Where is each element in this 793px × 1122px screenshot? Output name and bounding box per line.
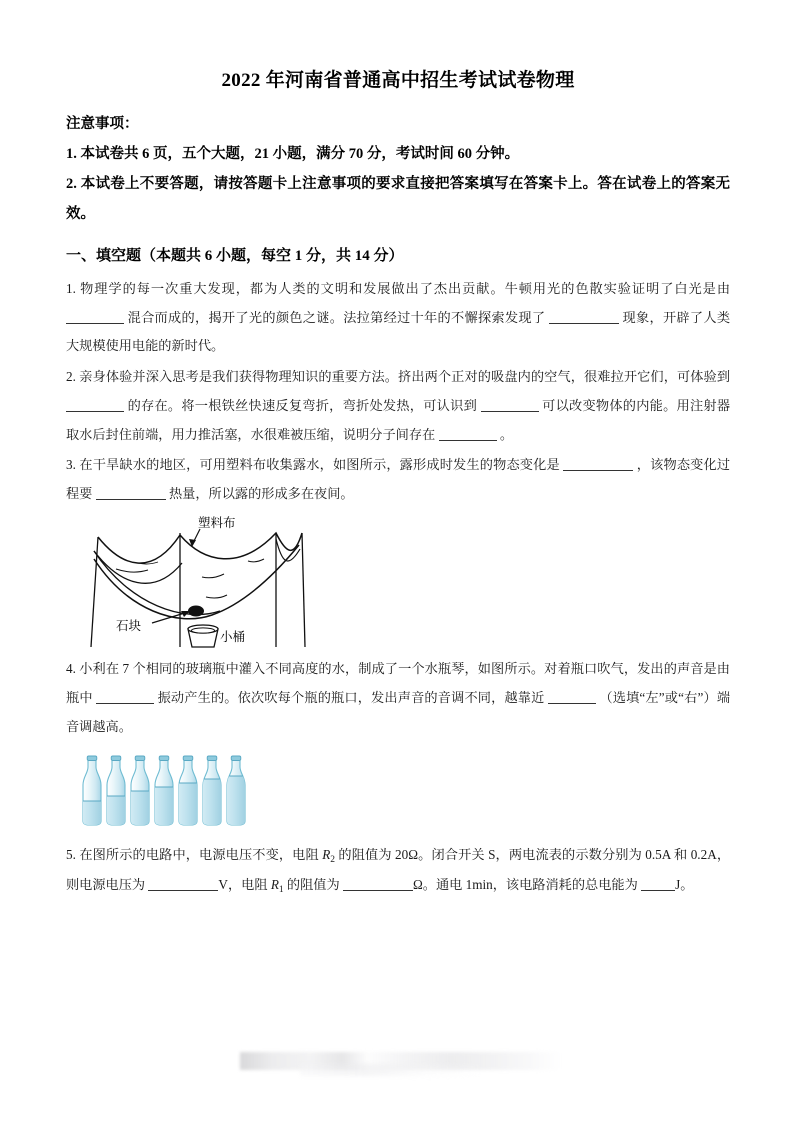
question-4-text-c: （选填“左”或“右”）端音调越高。 bbox=[66, 689, 731, 734]
question-1-text-a: 物理学的每一次重大发现，都为人类的文明和发展做出了杰出贡献。牛顿用光的色散实验证明了白光是由 bbox=[80, 280, 731, 296]
question-5-unit-j: J。 bbox=[675, 877, 694, 893]
bottle-5 bbox=[176, 756, 202, 827]
question-5-resistor-2-sub: 2 bbox=[330, 855, 336, 866]
question-3-text-a: 在干旱缺水的地区，可用塑料布收集露水，如图所示，露形成时发生的物态变化是 bbox=[79, 457, 560, 473]
bottle-6 bbox=[200, 756, 226, 827]
question-2-text-b: 的存在。将一根铁丝快速反复弯折，弯折处发热，可认识到 bbox=[127, 397, 478, 413]
question-5 bbox=[66, 841, 730, 900]
bottle-2-water bbox=[104, 796, 130, 827]
question-4-number: 4. bbox=[66, 661, 76, 677]
question-2-text-d: 。 bbox=[499, 426, 514, 442]
page-title: 2022 年河南省普通高中招生考试试卷物理 bbox=[221, 70, 575, 91]
sheet-back-drape-left bbox=[94, 551, 182, 583]
bottle-7-cap bbox=[231, 756, 241, 761]
question-5-unit-v: V，电阻 bbox=[218, 877, 271, 893]
bottle-4-water bbox=[152, 787, 178, 827]
question-1-number: 1. bbox=[66, 280, 76, 296]
question-1-blank-2[interactable] bbox=[549, 323, 619, 324]
bottle-4-cap bbox=[159, 756, 169, 761]
question-1 bbox=[66, 275, 730, 361]
sheet-wrinkle-4 bbox=[248, 559, 264, 562]
bottle-7-water bbox=[224, 776, 250, 827]
bottle-5-cap bbox=[183, 756, 193, 761]
question-5-text-b: 的阻值为 20Ω。闭合开关 S，两电流表的示数分别为 0.5A 和 0.2A，则电源电压为 bbox=[66, 847, 731, 893]
question-3-number: 3. bbox=[66, 457, 76, 473]
question-2 bbox=[66, 363, 730, 449]
bottle-3-water bbox=[128, 791, 154, 827]
bucket-rim-inner bbox=[192, 628, 215, 633]
footer-watermark-secondary bbox=[300, 1064, 480, 1076]
bottle-3-cap bbox=[135, 756, 145, 761]
question-4-text-a: 小利在 7 个相同的玻璃瓶中灌入不同高度的水，制成了一个水瓶琴，如图所示。对着瓶口吹气，发出的声音是由瓶中 bbox=[66, 661, 730, 705]
question-3-blank-1[interactable] bbox=[563, 470, 633, 471]
question-1-blank-1[interactable] bbox=[66, 323, 124, 324]
section-heading-fill-in-blanks: 一、填空题（本题共 6 小题，每空 1 分，共 14 分） bbox=[66, 248, 404, 265]
question-2-blank-3[interactable] bbox=[439, 440, 497, 441]
question-5-text-a: 在图所示的电路中，电源电压不变，电阻 bbox=[79, 847, 323, 863]
bottle-4 bbox=[152, 756, 178, 827]
bottle-6-water bbox=[200, 779, 226, 827]
bottle-2 bbox=[104, 756, 130, 827]
question-2-text-c: 可以改变物体的内能。用注射器取水后封住前端，用力推活塞，水很难被压缩，说明分子间存在 bbox=[66, 397, 731, 442]
bottle-1 bbox=[80, 756, 106, 827]
question-1-text-b: 混合而成的，揭开了光的颜色之谜。法拉第经过十年的不懈探索发现了 bbox=[127, 309, 546, 325]
bottle-group bbox=[80, 756, 250, 827]
notice-item-1: 1. 本试卷共 6 页，五个大题，21 小题，满分 70 分，考试时间 60 分钟。 bbox=[66, 146, 520, 163]
sheet-wrinkle-3 bbox=[206, 595, 227, 598]
question-5-resistor-1-sub: 1 bbox=[278, 885, 284, 896]
pole-left-outer bbox=[91, 537, 98, 647]
question-3-text-c: 热量，所以露的形成多在夜间。 bbox=[168, 486, 354, 502]
sheet-top-edge bbox=[98, 533, 302, 563]
question-2-blank-2[interactable] bbox=[481, 411, 539, 412]
label-stone: 石块 bbox=[116, 619, 142, 634]
question-5-unit-ohm: Ω。通电 1min，该电路消耗的总电能为 bbox=[412, 877, 638, 893]
figure-water-bottle-xylophone bbox=[80, 753, 250, 831]
pole-right-outer bbox=[302, 533, 305, 647]
notice-item-2: 2. 本试卷上不要答题，请按答题卡上注意事项的要求直接把答案填写在答案卡上。答在试卷上的答案无效。 bbox=[66, 175, 730, 222]
question-5-blank-1[interactable] bbox=[148, 890, 218, 891]
bottle-3 bbox=[128, 756, 154, 827]
question-4-text-b: 振动产生的。依次吹每个瓶的瓶口，发出声音的音调不同，越靠近 bbox=[157, 689, 545, 705]
sheet-wrinkle-1 bbox=[116, 569, 148, 572]
label-bucket: 小桶 bbox=[220, 630, 246, 645]
question-1-text-c: 现象，开辟了人类大规模使用电能的新时代。 bbox=[66, 309, 731, 354]
bottles-diagram bbox=[80, 753, 250, 831]
stone-shape bbox=[188, 606, 204, 617]
page-content bbox=[66, 60, 730, 903]
question-4-blank-2[interactable] bbox=[548, 703, 596, 704]
question-2-blank-1[interactable] bbox=[66, 411, 124, 412]
bottle-7 bbox=[224, 756, 250, 827]
bottle-2-cap bbox=[111, 756, 121, 761]
question-3-blank-2[interactable] bbox=[96, 499, 166, 500]
sheet-wrinkle-2 bbox=[202, 574, 224, 578]
question-2-text-a: 亲身体验并深入思考是我们获得物理知识的重要方法。挤出两个正对的吸盘内的空气，很难拉开它们，可体验到 bbox=[79, 369, 731, 385]
question-5-blank-2[interactable] bbox=[343, 890, 413, 891]
figure-dew-collection bbox=[80, 516, 370, 651]
question-4-blank-1[interactable] bbox=[96, 703, 154, 704]
bottle-1-water bbox=[80, 801, 106, 827]
bottle-1-cap bbox=[87, 756, 97, 761]
notice-heading: 注意事项： bbox=[66, 115, 139, 132]
bottle-6-cap bbox=[207, 756, 217, 761]
bottle-5-water bbox=[176, 783, 202, 827]
question-5-blank-3[interactable] bbox=[641, 890, 675, 891]
question-5-text-c: 的阻值为 bbox=[283, 877, 340, 893]
question-3 bbox=[66, 451, 730, 509]
question-5-number: 5. bbox=[66, 847, 76, 863]
question-5-resistor-2: R bbox=[322, 847, 331, 863]
label-plastic-sheet: 塑料布 bbox=[198, 516, 236, 531]
question-2-number: 2. bbox=[66, 369, 76, 385]
question-4 bbox=[66, 655, 730, 741]
question-5-resistor-1: R bbox=[270, 877, 279, 893]
question-3-text-b: ，该物态变化过程要 bbox=[66, 457, 731, 502]
